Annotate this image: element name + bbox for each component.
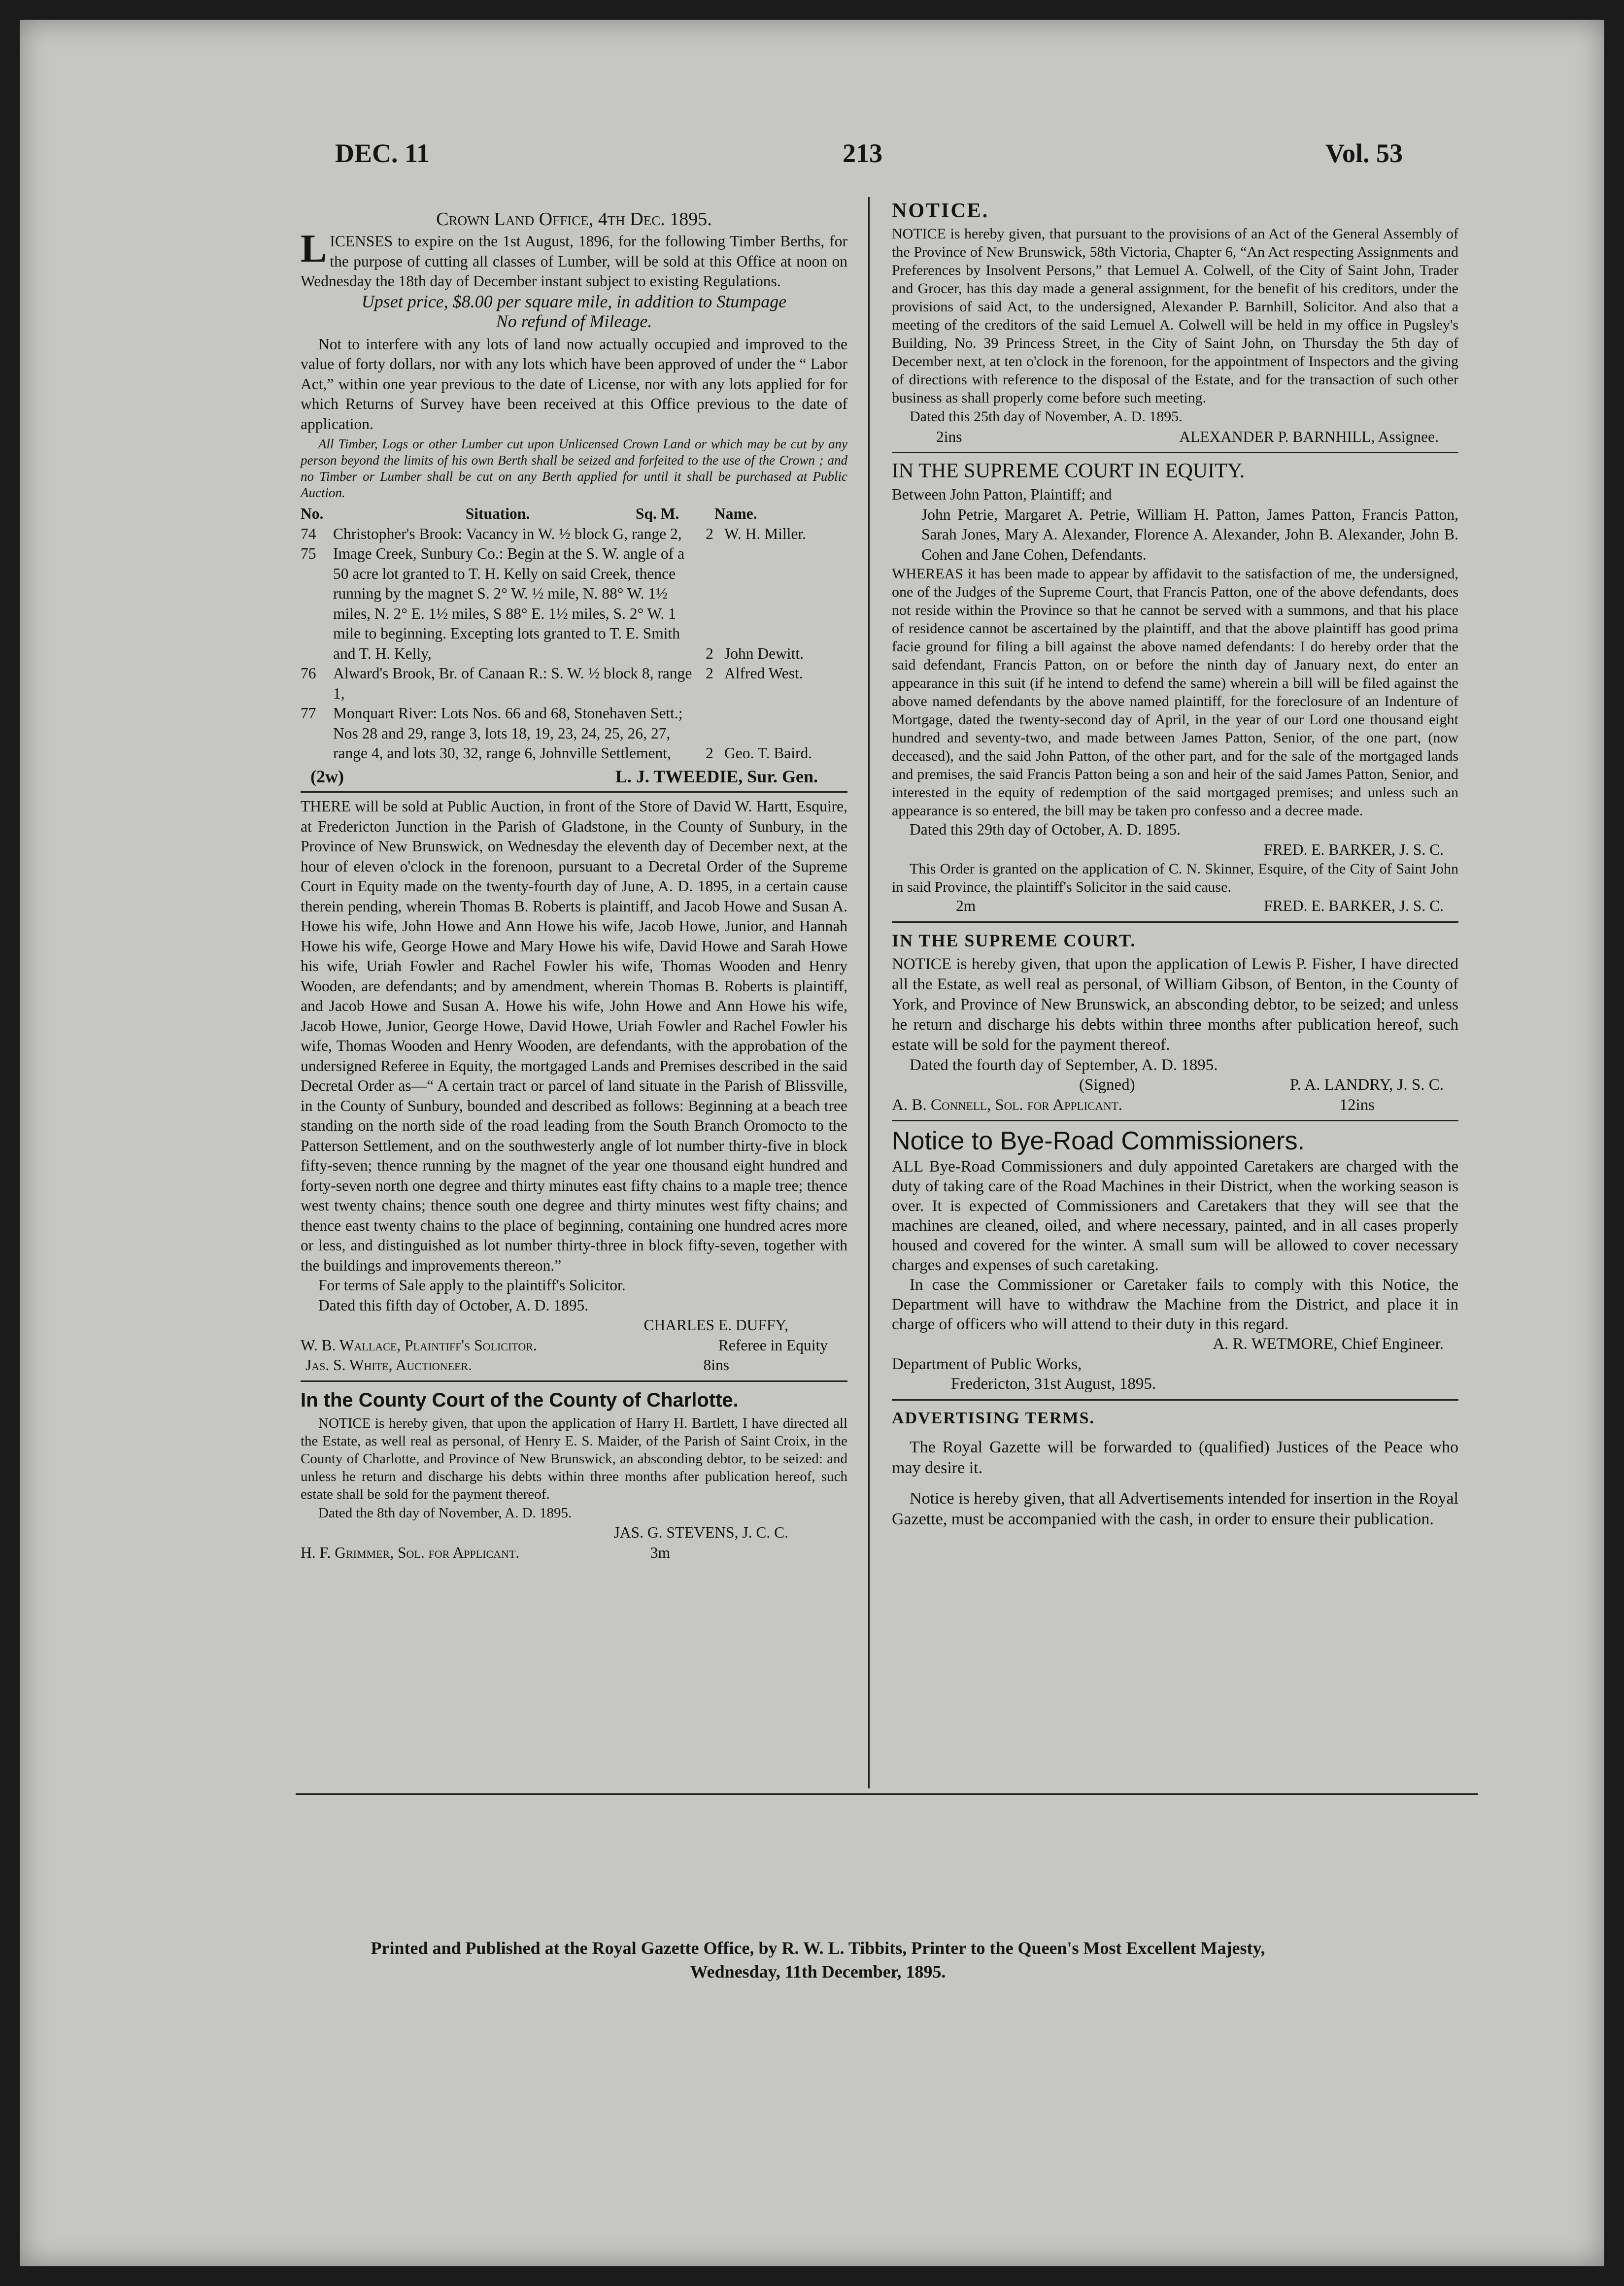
supreme-title: IN THE SUPREME COURT. — [892, 930, 1136, 950]
separator — [892, 1120, 1458, 1121]
equity-title: IN THE SUPREME COURT IN EQUITY. — [892, 460, 1245, 482]
imprint-line-1: Printed and Published at the Royal Gazette Office, by R. W. L. Tibbits, Printer to the Queen's Most Excellent Majesty, — [371, 1938, 1265, 1958]
equity-body: WHEREAS it has been made to appear by affidavit to the satisfaction of me, the undersigned, one of the Judges of the Supreme Court, that Francis Patton, one of the above defendants, does not reside within the Province so that he cannot be served with a summons, and that his place of residence cannot be ascertained by the plaintiff, and that the above plaintiff has good prima facie ground for filing a bill against the above named defendants: I do hereby order that the said defendant, Francis Patton, on or before the ninth day of January next, do enter an appearance in this suit (if he intend to defend the same) wherein a bill will be filed against the above named defendants by the above named plaintiff, for the foreclosure of an Indenture of Mortgage, dated the twenty-second day of April, in the year of our Lord one thousand eight hundred and seventy-two, and made between James Patton, Senior, of the one part, (now deceased), and the said John Patton, of the other part, and for the sale of the mortgaged lands and premises, the said Francis Patton being a son and heir of the said James Patton, Senior, and interested in the equity of redemption of the said mortgaged premises; and unless such an appearance is so entered, the bill may be taken pro confesso and a decree made. — [892, 566, 1458, 819]
bye-road-dept: Department of Public Works, — [892, 1355, 1082, 1373]
notice-insertion: 2ins — [936, 428, 962, 445]
footer-rule — [296, 1793, 1478, 1795]
charlotte-solicitor: H. F. Grimmer, Sol. for Applicant. — [301, 1544, 520, 1561]
charlotte-signer: JAS. G. STEVENS, J. C. C. — [613, 1524, 788, 1541]
crown-land-warning: All Timber, Logs or other Lumber cut upon Unlicensed Crown Land or which may be cut by any person beyond the limits of his own Berth shall be seized and forfeited to the use of the Crown ; and no Timber or Lumber shall be cut on any Berth applied for until it shall be purchased at Public Auction. — [301, 437, 847, 500]
equity-signer-1: FRED. E. BARKER, J. S. C. — [1264, 840, 1444, 858]
page-number: 213 — [843, 138, 882, 168]
lot-row: 77 Monquart River: Lots Nos. 66 and 68, Stonehaven Sett.; Nos 28 and 29, range 3, lots 18, 19, 23, 24, 25, 26, 27, range 4, and lots 30, 32, range 6, Johnville Settlement, 2 Geo. T. Baird. — [301, 705, 812, 762]
advertising-p1: The Royal Gazette will be forwarded to (qualified) Justices of the Peace who may desire it. — [892, 1438, 1458, 1477]
crown-land-no-refund: No refund of Mileage. — [496, 311, 652, 331]
auction-auctioneer: Jas. S. White, Auctioneer. — [305, 1356, 472, 1374]
equity-order: This Order is granted on the application of C. N. Skinner, Esquire, of the City of Saint John in said Province, the plaintiff's Solicitor in the said cause. — [892, 861, 1458, 895]
bye-road-body: ALL Bye-Road Commissioners and duly appointed Caretakers are charged with the duty of taking care of the Road Machines in their District, when the working season is over. It is expected of Commissioners and Caretakers that they will see that the machines are cleaned, oiled, and where necessary, painted, and in all cases properly housed and covered for the winter. A small sum will be allowed to cover necessary charges and expenses of such caretaking. — [892, 1158, 1458, 1274]
crown-land-upset-price: Upset price, $8.00 per square mile, in addition to Stumpage — [361, 291, 787, 311]
bye-road-signer: A. R. WETMORE, Chief Engineer. — [1213, 1335, 1444, 1353]
crown-land-notice — [301, 207, 847, 786]
bye-road-title: Notice to Bye-Road Commissioners. — [892, 1127, 1305, 1155]
equity-between: Between John Patton, Plaintiff; and — [892, 486, 1112, 503]
crown-land-signature-row — [301, 767, 847, 787]
supreme-solicitor: A. B. Connell, Sol. for Applicant. — [892, 1096, 1122, 1114]
column-divider — [868, 197, 870, 1788]
advertising-p2: Notice is hereby given, that all Advertisements intended for insertion in the Royal Gazette, must be accompanied with the cash, in order to ensure their publication. — [892, 1489, 1458, 1528]
header-volume: Vol. 53 — [1325, 138, 1403, 168]
crown-land-signature: L. J. TWEEDIE, Sur. Gen. — [615, 766, 818, 786]
lot-row: 75 Image Creek, Sunbury Co.: Begin at the S. W. angle of a 50 acre lot granted to T. H. Kelly on said Creek, thence running by the magnet S. 2° W. ½ mile, N. 88° W. 1½ miles, N. 2° E. 1½ miles, S 88° E. 1½ miles, S. 2° W. 1 mile to beginning. Excepting lots granted to T. E. Smith and T. H. Kelly, 2 John Dewitt. — [301, 545, 804, 662]
notice-title: NOTICE. — [892, 200, 989, 222]
auction-notice — [301, 797, 847, 1376]
auction-terms: For terms of Sale apply to the plaintiff's Solicitor. — [318, 1277, 626, 1294]
lots-table-header: No. Situation. Sq. M. Name. — [301, 505, 757, 522]
auction-referee: Referee in Equity — [718, 1336, 828, 1354]
crown-land-intro: LICENSES to expire on the 1st August, 1896, for the following Timber Berths, for the purpose of cutting all classes of Lumber, will be sold at this Office at noon on Wednesday the 18th day of December instant subject to existing Regulations. — [301, 227, 847, 290]
assignment-notice — [892, 197, 1458, 447]
charlotte-title: In the County Court of the County of Charlotte. — [301, 1389, 739, 1411]
crown-land-conditions: Not to interfere with any lots of land now actually occupied and improved to the value of forty dollars, nor with any lots which have been approved of under the “ Labor Act,” within one year previous to the date of License, nor with any lots applied for for which Returns of Survey have been received at this Office previous to the date of application. — [301, 335, 847, 433]
supreme-signer: P. A. LANDRY, J. S. C. — [1289, 1076, 1444, 1094]
advertising-terms — [892, 1405, 1458, 1530]
notice-dated: Dated this 25th day of November, A. D. 1895. — [910, 408, 1183, 425]
auction-solicitor: W. B. Wallace, Plaintiff's Solicitor. — [301, 1336, 537, 1354]
gazette-page — [20, 20, 1604, 2266]
supreme-body: NOTICE is hereby given, that upon the application of Lewis P. Fisher, I have directed all the Estate, as well real as personal, of William Gibson, of Benton, in the County of York, and Province of New Brunswick, an absconding debtor, to be seized; and unless he return and discharge his debts within three months after publication hereof, such estate will be sold for the payment thereof. — [892, 955, 1458, 1054]
notice-body: NOTICE is hereby given, that pursuant to the provisions of an Act of the General Assembly of the Province of New Brunswick, 58th Victoria, Chapter 6, “An Act respecting Assignments and Preferences by Insolvent Persons,” that Lemuel A. Colwell, of the City of Saint John, Trader and Grocer, has this day made a general assignment, for the benefit of his creditors, under the provisions of said Act, to the undersigned, Alexander P. Barnhill, Solicitor. And also that a meeting of the creditors of the said Lemuel A. Colwell will be held in my office in Pugsley's Building, No. 39 Princess Street, in the City of Saint John, on Thursday the 5th day of December next, at ten o'clock in the forenoon, for the appointment of Inspectors and the giving of directions with reference to the disposal of the Estate, and for the transaction of such other business as shall properly come before such meeting. — [892, 226, 1458, 406]
bye-road-body-2: In case the Commissioner or Caretaker fails to comply with this Notice, the Department will have to withdraw the Machine from the District, and place it in charge of officers who will attend to their duty in this regard. — [892, 1276, 1458, 1333]
advertising-title: ADVERTISING TERMS. — [892, 1409, 1095, 1427]
separator — [892, 452, 1458, 453]
charlotte-notice — [301, 1386, 847, 1563]
separator — [892, 921, 1458, 923]
charlotte-dated: Dated the 8th day of November, A. D. 1895. — [318, 1505, 572, 1521]
auction-body: THERE will be sold at Public Auction, in front of the Store of David W. Hartt, Esquire, at Fredericton Junction in the Parish of Gladstone, in the County of Sunbury, in the Province of New Brunswick, on Wednesday the eleventh day of December next, at the hour of eleven o'clock in the forenoon, pursuant to a Decretal Order of the Supreme Court in Equity made on the twenty-fourth day of June, A. D. 1895, in a certain cause therein pending, wherein Thomas B. Roberts is plaintiff, and Jacob Howe and Susan A. Howe his wife, John Howe and Ann Howe his wife, Jacob Howe, Junior, and Hannah Howe his wife, George Howe and Mary Howe his wife, David Howe and Sarah Howe his wife, Uriah Fowler and Rachel Fowler his wife, Thomas Wooden and Henry Wooden, are defendants; and by amendment, wherein Thomas B. Roberts is plaintiff, and Jacob Howe and Susan A. Howe his wife, John Howe and Ann Howe his wife, Jacob Howe, Junior, George Howe, David Howe, Uriah Fowler and Rachel Fowler his wife, Thomas Wooden and Henry Wooden, are defendants, with the approbation of the undersigned Referee in Equity, the mortgaged Lands and Premises described in the said Decretal Order as—“ A certain tract or parcel of land situate in the Parish of Blissville, in the County of Sunbury, bounded and described as follows: Beginning at a beach tree standing on the north side of the road leading from the South Branch Oromocto to the Patterson Settlement, and on the southwesterly angle of lot number thirty-five in block fifty-seven; thence running by the magnet of the year one thousand eight hundred and forty-seven north one degree and thirty minutes east fifty chains to a maple tree; thence west twenty chains; thence south one degree and thirty minutes west fifty chains; and thence east twenty chains to the place of beginning, containing one hundred acres more or less, and distinguished as lot number thirty-three in block fifty-seven, together with the buildings and improvements thereon.” — [301, 798, 847, 1274]
crown-land-insertion: (2w) — [310, 766, 344, 786]
left-column — [301, 207, 847, 1563]
equity-dated: Dated this 29th day of October, A. D. 1895. — [910, 821, 1181, 838]
equity-notice — [892, 457, 1458, 916]
supreme-dated: Dated the fourth day of September, A. D. 1895. — [910, 1056, 1218, 1074]
supreme-insertion: 12ins — [1339, 1096, 1375, 1114]
auction-signer: CHARLES E. DUFFY, — [643, 1316, 788, 1334]
notice-signer: ALEXANDER P. BARNHILL, Assignee. — [1179, 428, 1439, 445]
right-column — [892, 197, 1458, 1530]
lot-row: 74 Christopher's Brook: Vacancy in W. ½ block G, range 2, 2 W. H. Miller. — [301, 525, 806, 542]
equity-signer-2: FRED. E. BARKER, J. S. C. — [1264, 897, 1444, 914]
lot-row: 76 Alward's Brook, Br. of Canaan R.: S. W. ½ block 8, range 1, 2 Alfred West. — [301, 665, 803, 702]
bye-road-place: Fredericton, 31st August, 1895. — [951, 1375, 1156, 1393]
auction-dated: Dated this fifth day of October, A. D. 1895. — [318, 1296, 589, 1314]
equity-defendants: John Petrie, Margaret A. Petrie, William H. Patton, James Patton, Francis Patton, Sarah Jones, Mary A. Alexander, Florence A. Alexander, John B. Alexander, John B. Cohen and Jane Cohen, Defendants. — [921, 505, 1458, 563]
crown-land-dropcap: L — [301, 227, 327, 270]
charlotte-body: NOTICE is hereby given, that upon the application of Harry H. Bartlett, I have directed all the Estate, as well real as personal, of Henry E. S. Maider, of the Parish of Saint Croix, in the County of Charlotte, and Province of New Brunswick, an absconding debtor, to be seized: and unless he return and discharge his debts within three months after publication hereof, such estate shall be sold for the payment thereof. — [301, 1415, 847, 1502]
supreme-court-notice — [892, 927, 1458, 1115]
crown-land-dateline: Crown Land Office, 4th Dec. 1895. — [436, 209, 712, 230]
supreme-signed: (Signed) — [1079, 1076, 1135, 1094]
charlotte-insertion: 3m — [650, 1544, 670, 1561]
header-date: DEC. 11 — [335, 138, 430, 168]
imprint-line-2: Wednesday, 11th December, 1895. — [690, 1962, 946, 1982]
separator — [301, 1380, 847, 1382]
imprint — [168, 1936, 1468, 1983]
auction-insertion: 8ins — [703, 1356, 729, 1374]
bye-road-notice — [892, 1125, 1458, 1394]
equity-insertion: 2m — [956, 897, 976, 914]
separator — [892, 1399, 1458, 1401]
separator — [301, 791, 847, 793]
